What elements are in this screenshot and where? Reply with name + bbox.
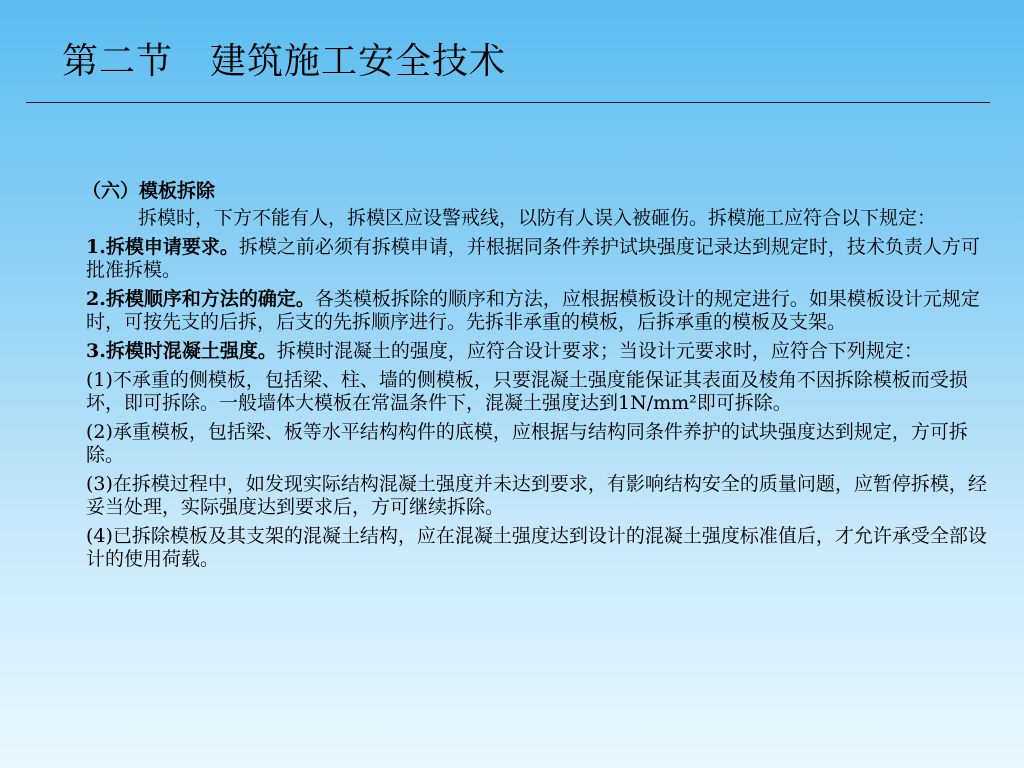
rule-item-3-text: 拆模时混凝土的强度，应符合设计要求；当设计元要求时，应符合下列规定： <box>276 340 923 362</box>
sub-item-1: (1)不承重的侧模板，包括梁、柱、墙的侧模板，只要混凝土强度能保证其表面及棱角不因拆除模板而受损坏，即可拆除。一般墙体大模板在常温条件下，混凝土强度达到1N/mm²即可拆除。 <box>86 369 968 414</box>
section-heading: （六）模板拆除 <box>82 180 216 202</box>
rule-item-1-lead: 1.拆模申请要求。 <box>86 236 239 258</box>
rule-item-2 <box>86 288 996 334</box>
intro-paragraph: 拆模时，下方不能有人，拆模区应设警戒线，以防有人误入被砸伤。拆模施工应符合以下规定： <box>138 207 937 229</box>
sub-item-3: (3)在拆模过程中，如发现实际结构混凝土强度并未达到要求，有影响结构安全的质量问题，应暂停拆模，经妥当处理，实际强度达到要求后，方可继续拆除。 <box>86 473 987 518</box>
sub-item-4: (4)已拆除模板及其支架的混凝土结构，应在混凝土强度达到设计的混凝土强度标准值后，才允许承受全部设计的使用荷载。 <box>86 525 987 570</box>
rule-item-1 <box>86 236 996 282</box>
rule-item-3-lead: 3.拆模时混凝土强度。 <box>86 340 277 362</box>
rule-item-3 <box>86 340 996 363</box>
sub-item-2: (2)承重模板，包括梁、板等水平结构构件的底模，应根据与结构同条件养护的试块强度达到规定，方可拆除。 <box>86 421 968 466</box>
rule-item-2-lead: 2.拆模顺序和方法的确定。 <box>86 288 315 310</box>
slide-body <box>82 180 996 577</box>
title-divider <box>26 102 990 103</box>
rule-item-2-text: 各类模板拆除的顺序和方法，应根据模板设计的规定进行。如果模板设计元规定时，可按先支的后拆，后支的先拆顺序进行。先拆非承重的模板，后拆承重的模板及支架。 <box>86 288 980 333</box>
rule-item-1-text: 拆模之前必须有拆模申请，并根据同条件养护试块强度记录达到规定时，技术负责人方可批准拆模。 <box>86 236 980 281</box>
slide-title: 第二节 建筑施工安全技术 <box>62 41 507 82</box>
